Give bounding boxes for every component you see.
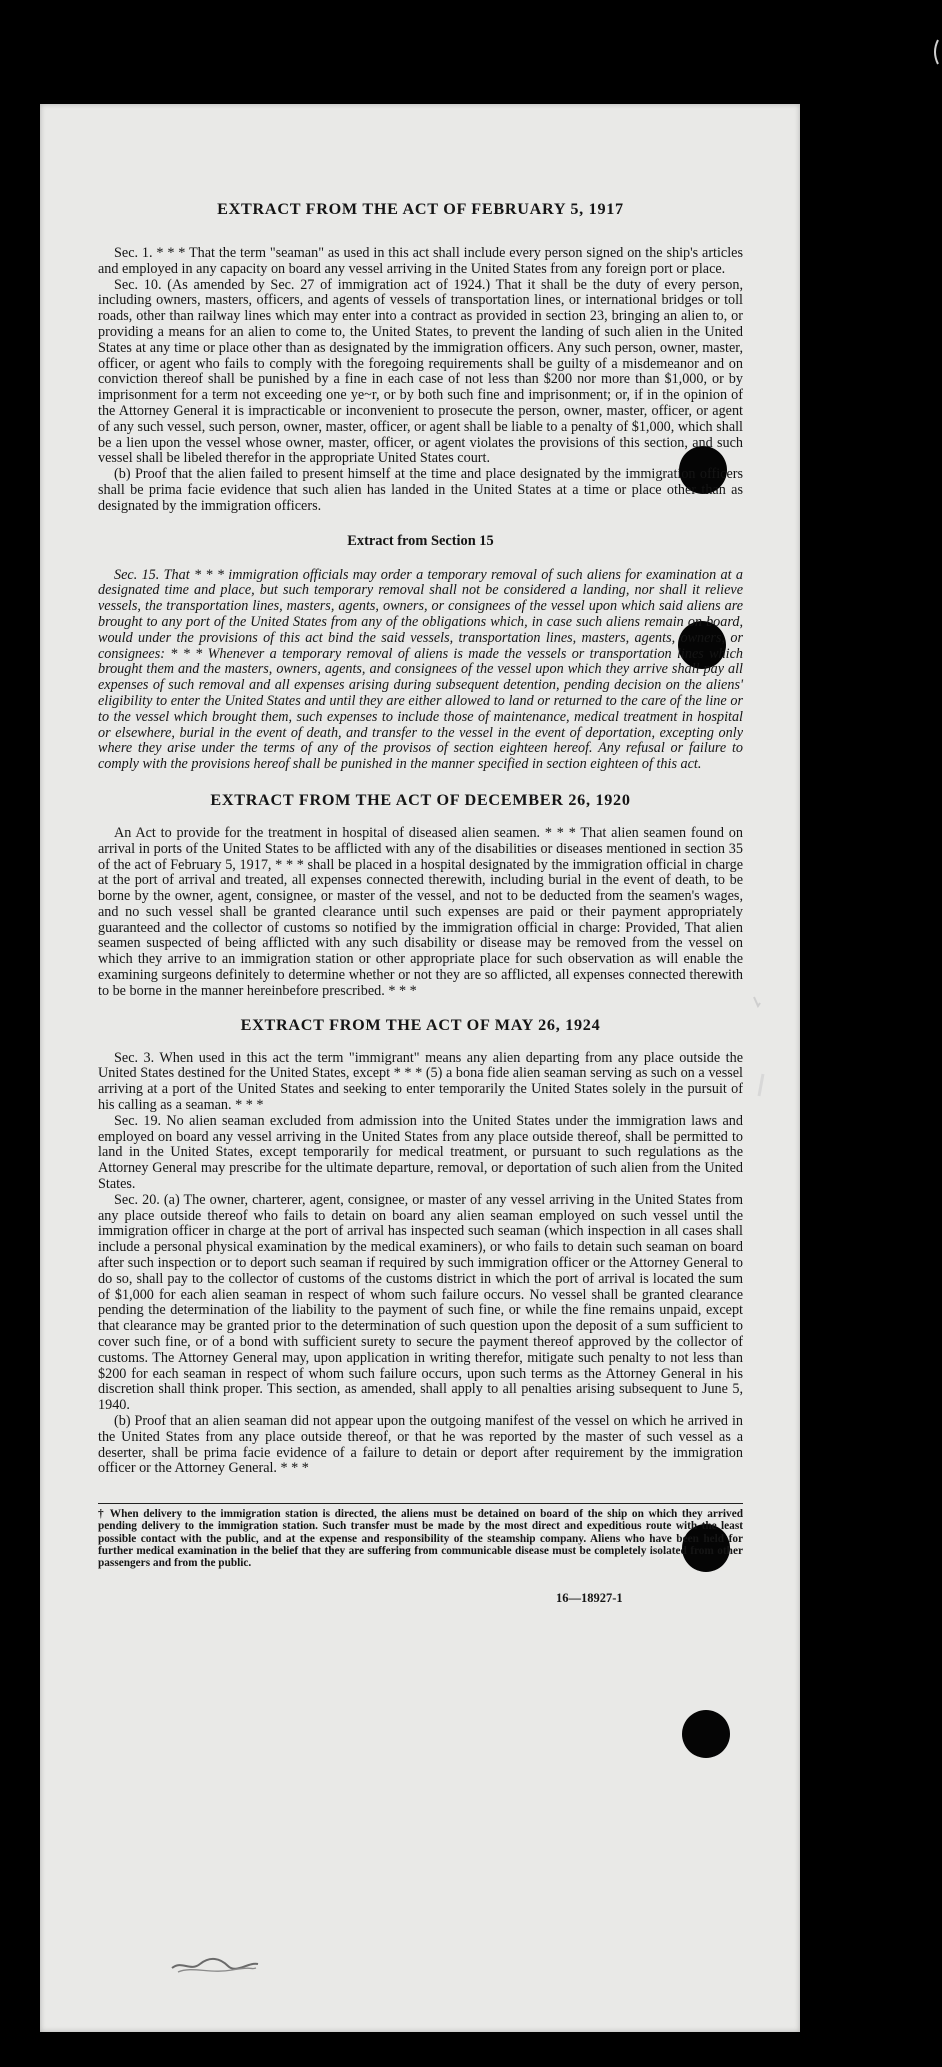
section-15-text: Sec. 15. That * * * immigration officials may order a temporary removal of such aliens for examination at a designated time and place, but such temporary removal shall not be considered a landing, nor shall it relieve vessels, the transportation lines, masters, agents, owners, or consignees of the vessel upon which said aliens are brought to any port of the United States from any of the obligations which, in case such aliens remain on board, would under the provisions of this act bind the said vessels, transportation lines, masters, agents, owners, or consignees: * * * Whenever a temporary removal of aliens is made the vessels or transportation lines which brought them and the masters, owners, agents, and consignees of the vessel upon which they arrive shall pay all expenses of such removal and all expenses arising during subsequent detention, pending decision on the aliens' eligibility to enter the United States and until they are either allowed to land or returned to the care of the line or to the vessel which brought them, such expenses to include those of maintenance, medical treatment in hospital or elsewhere, burial in the event of death, and transfer to the vessel in the event of deportation, excepting only where they arise under the terms of any of the provisos of section eighteen hereof. Any refusal or failure to comply with the provisions hereof shall be punished in the manner specified in section eighteen of this act. <box>98 566 743 773</box>
margin-mark-2 <box>755 1072 767 1098</box>
margin-mark-1 <box>752 996 762 1008</box>
section-15-heading: Extract from Section 15 <box>347 532 494 549</box>
act-1924-sec19: Sec. 19. No alien seaman excluded from admission into the United States under the immigration laws and employed on board any vessel arriving in the United States from any place outside thereof, shall be permitted to land in the United States, except temporarily for medical treatment, or pursuant to such regulations as the Attorney General may prescribe for the ultimate departure, removal, or deportation of such alien from the United States. <box>98 1112 743 1193</box>
act-1924-heading: EXTRACT FROM THE ACT OF MAY 26, 1924 <box>240 1015 601 1034</box>
document-text <box>98 200 743 1606</box>
act-1924-sec20b: (b) Proof that an alien seaman did not appear upon the outgoing manifest of the vessel on which he arrived in the United States from any place outside thereof, or that he was reported by the master of such vessel as a deserter, shall be prima facie evidence of a failure to detain or deport after requirement by the immigration officer or the Attorney General. * * * <box>98 1413 743 1477</box>
document-page <box>40 104 800 2032</box>
punch-hole-4 <box>682 1710 730 1758</box>
act-1917-sec10: Sec. 10. (As amended by Sec. 27 of immigration act of 1924.) That it shall be the duty of every person, including owners, masters, officers, and agents of vessels of transportation lines, or international bridges or toll roads, other than railway lines which may enter into a contract as provided in section 23, bringing an alien to, or providing a means for an alien to come to, the United States, to prevent the landing of such alien in the United States at any time or place other than as designated by the immigration officers. Any such person, owner, master, officer, or agent who fails to comply with the foregoing requirements shall be guilty of a misdemeanor and on conviction thereof shall be punished by a fine in each case of not less than $200 nor more than $1,000, or by imprisonment for a term not exceeding one ye~r, or by both such fine and imprisonment; or, if in the opinion of the Attorney General it is impracticable or inconvenient to prosecute the person, owner, master, officer, or agent of any such vessel, such person, owner, master, officer, or agent shall be liable to a penalty of $1,000, which shall be a lien upon the vessel whose owner, master, officer, or agent violates the provisions of this section, and such vessel shall be libeled therefor in the appropriate United States court. <box>98 276 743 467</box>
act-1924-sec20a: Sec. 20. (a) The owner, charterer, agent, consignee, or master of any vessel arriving in the United States from any place outside thereof who fails to detain on board any alien seaman employed on such vessel until the immigration officer in charge at the port of arrival has inspected such seaman (which inspection in all cases shall include a personal physical examination by the medical examiners), or who fails to detain such seaman on board after such inspection or to deport such seaman if required by such immigration officer or the Attorney General to do so, shall pay to the collector of customs of the customs district in which the port of arrival is located the sum of $1,000 for each alien seaman in respect of whom such failure occurs. No vessel shall be granted clearance pending the determination of the liability to the payment of such fine, or while the fine remains unpaid, except that clearance may be granted prior to the determination of such question upon the deposit of a sum sufficient to cover such fine, or of a bond with sufficient surety to secure the payment thereof approved by the collector of customs. The Attorney General may, upon application in writing therefor, mitigate such penalty to not less than $200 for each seaman in respect of whom such failure occurs, upon such terms as the Attorney General in his discretion shall think proper. This section, as amended, shall apply to all penalties arising subsequent to June 5, 1940. <box>98 1191 743 1414</box>
act-1917-sec1: Sec. 1. * * * That the term "seaman" as used in this act shall include every person signed on the ship's articles and employed in any capacity on board any vessel arriving in the United States from any foreign port or place. <box>98 245 743 277</box>
scribble-mark <box>170 1952 260 1978</box>
act-1917-sec10b: (b) Proof that the alien failed to present himself at the time and place designated by the immigration officers shall be prima facie evidence that such alien has landed in the United States at a time or place other than as designated by the immigration officers. <box>98 466 743 514</box>
edge-mark <box>932 38 940 66</box>
footnote: † When delivery to the immigration station is directed, the aliens must be detained on board of the ship on which they arrived pending delivery to the immigration station. Such transfer must be made by the most direct and expeditious route with the least possible contact with the public, and at the expense and responsibility of the steamship company. Aliens who have been held for further medical examination in the belief that they are suffering from communicable disease must be completely isolated from other passengers and from the public. <box>98 1503 743 1569</box>
act-1924-sec3: Sec. 3. When used in this act the term "immigrant" means any alien departing from any place outside the United States destined for the United States, except * * * (5) a bona fide alien seaman serving as such on a vessel arriving at a port of the United States and seeking to enter temporarily the United States solely in the pursuit of his calling as a seaman. * * * <box>98 1049 743 1114</box>
act-1917-heading: EXTRACT FROM THE ACT OF FEBRUARY 5, 1917 <box>217 200 624 218</box>
form-number: 16—18927-1 <box>556 1591 623 1606</box>
act-1920-heading: EXTRACT FROM THE ACT OF DECEMBER 26, 1920 <box>210 790 631 809</box>
act-1920-text: An Act to provide for the treatment in hospital of diseased alien seamen. * * * That alien seamen found on arrival in ports of the United States to be afflicted with any of the disabilities or diseases mentioned in section 35 of the act of February 5, 1917, * * * shall be placed in a hospital designated by the immigration official in charge at the port of arrival and treated, all expenses connected therewith, including burial in the event of death, to be borne by the owner, agent, consignee, or master of the vessel, and not to be deducted from the seamen's wages, and no such vessel shall be granted clearance until such expenses are paid or their payment appropriately guaranteed and the collector of customs so notified by the immigration official in charge: Provided, That alien seamen suspected of being afflicted with any such disability or disease may be removed from the vessel on which they arrive to an immigration station or other appropriate place for such observation as will enable the examining surgeons definitely to determine whether or not they are so afflicted, all expenses connected therewith to be borne in the manner hereinbefore prescribed. * * * <box>98 824 743 999</box>
